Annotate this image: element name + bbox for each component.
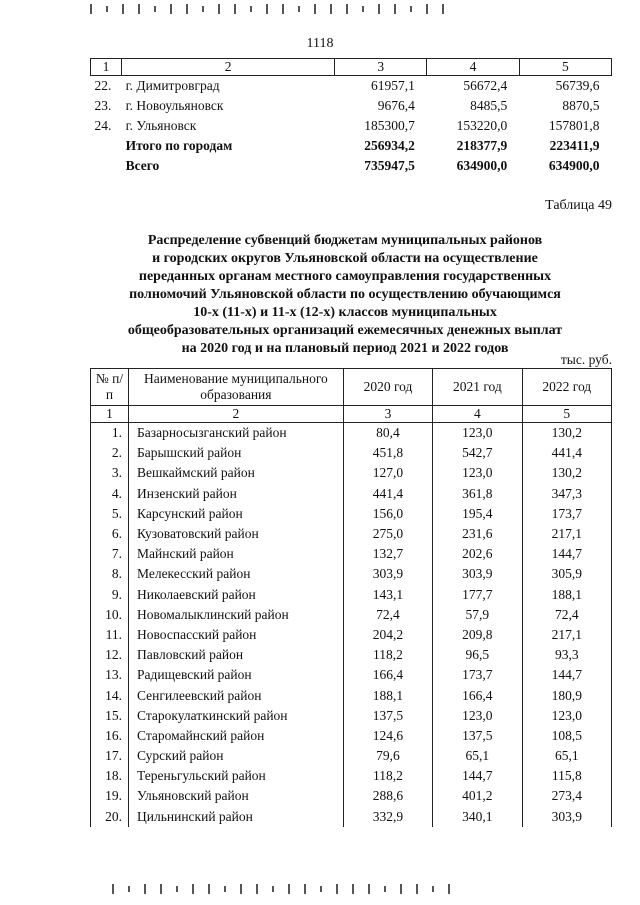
empty-cell — [91, 156, 122, 176]
district-name: Новомалыклинский район — [129, 605, 344, 625]
value-2020: 79,6 — [343, 746, 432, 766]
district-name: Старомайнский район — [129, 726, 344, 746]
heading-line: переданных органам местного самоуправления государственных — [138, 269, 552, 284]
value-2021: 123,0 — [433, 423, 522, 444]
table-row — [91, 585, 612, 605]
table-row — [91, 665, 612, 685]
value-2022: 115,8 — [522, 766, 611, 786]
value-2021: 231,6 — [433, 524, 522, 544]
value-cell: 8870,5 — [562, 98, 600, 113]
value-cell: 218377,9 — [456, 138, 508, 153]
column-number: 3 — [335, 59, 427, 76]
row-number: 2. — [91, 443, 129, 463]
scan-marks-bottom — [112, 884, 632, 894]
row-number: 3. — [91, 463, 129, 483]
row-number: 18. — [91, 766, 129, 786]
row-number: 6. — [91, 524, 129, 544]
table-row — [91, 76, 612, 97]
value-2022: 72,4 — [522, 605, 611, 625]
column-number-row — [91, 59, 612, 76]
row-name: г. Новоульяновск — [125, 98, 224, 113]
row-name: г. Ульяновск — [125, 118, 197, 133]
table-row — [91, 544, 612, 564]
district-name: Инзенский район — [129, 484, 344, 504]
district-name: Майнский район — [129, 544, 344, 564]
value-cell: 185300,7 — [364, 118, 415, 133]
row-number: 22. — [94, 78, 112, 93]
table-label: Таблица 49 — [545, 198, 612, 213]
district-name: Сенгилеевский район — [129, 685, 344, 705]
table-row — [91, 706, 612, 726]
district-name: Вешкаймский район — [129, 463, 344, 483]
row-number: 13. — [91, 665, 129, 685]
table-row — [91, 786, 612, 806]
column-number: 1 — [91, 59, 122, 76]
empty-cell — [91, 136, 122, 156]
row-number: 4. — [91, 484, 129, 504]
table-row — [91, 524, 612, 544]
value-cell: 634900,0 — [456, 158, 508, 173]
value-2022: 123,0 — [522, 706, 611, 726]
value-2020: 441,4 — [343, 484, 432, 504]
value-2020: 451,8 — [343, 443, 432, 463]
table-row — [91, 605, 612, 625]
district-name: Новоспасский район — [129, 625, 344, 645]
table-row — [91, 746, 612, 766]
value-2020: 332,9 — [343, 807, 432, 827]
continued-table — [90, 58, 612, 176]
total-row — [91, 156, 612, 176]
row-number: 7. — [91, 544, 129, 564]
district-name: Павловский район — [129, 645, 344, 665]
value-2021: 340,1 — [433, 807, 522, 827]
header-2020: 2020 год — [343, 369, 432, 406]
row-name: г. Димитровград — [125, 78, 220, 93]
value-2020: 204,2 — [343, 625, 432, 645]
value-2021: 401,2 — [433, 786, 522, 806]
table-row — [91, 625, 612, 645]
table-row — [91, 645, 612, 665]
row-number: 24. — [94, 118, 112, 133]
row-number: 10. — [91, 605, 129, 625]
row-number: 5. — [91, 504, 129, 524]
value-2021: 177,7 — [433, 585, 522, 605]
value-2020: 124,6 — [343, 726, 432, 746]
table-row — [91, 423, 612, 444]
value-2020: 72,4 — [343, 605, 432, 625]
heading-line: на 2020 год и на плановый период 2021 и 2022 годов — [181, 341, 509, 356]
value-2022: 305,9 — [522, 564, 611, 584]
value-2021: 303,9 — [433, 564, 522, 584]
value-2021: 173,7 — [433, 665, 522, 685]
row-number: 15. — [91, 706, 129, 726]
value-cell: 256934,2 — [364, 138, 415, 153]
district-name: Мелекесский район — [129, 564, 344, 584]
heading-line: полномочий Ульяновской области по осуществлению обучающимся — [129, 287, 561, 302]
value-cell: 61957,1 — [371, 78, 415, 93]
value-2020: 118,2 — [343, 766, 432, 786]
table-row — [91, 463, 612, 483]
value-2020: 80,4 — [343, 423, 432, 444]
value-2021: 144,7 — [433, 766, 522, 786]
row-number: 17. — [91, 746, 129, 766]
value-2021: 195,4 — [433, 504, 522, 524]
value-2021: 166,4 — [433, 685, 522, 705]
row-number: 19. — [91, 786, 129, 806]
table-row — [91, 564, 612, 584]
value-2022: 217,1 — [522, 524, 611, 544]
table-row — [91, 96, 612, 116]
value-2020: 166,4 — [343, 665, 432, 685]
value-2022: 130,2 — [522, 423, 611, 444]
heading-line: 10-х (11-х) и 11-х (12-х) классов муниципальных — [193, 305, 497, 320]
heading-line: и городских округов Ульяновской области на осуществление — [152, 251, 538, 266]
value-2021: 65,1 — [433, 746, 522, 766]
district-name: Сурский район — [129, 746, 344, 766]
table-row — [91, 726, 612, 746]
value-2021: 202,6 — [433, 544, 522, 564]
table-row — [91, 807, 612, 827]
value-cell: 157801,8 — [548, 118, 600, 133]
row-number: 8. — [91, 564, 129, 584]
total-name: Итого по городам — [125, 138, 233, 153]
district-name: Цильнинский район — [129, 807, 344, 827]
heading-line: Распределение субвенций бюджетам муниципальных районов — [147, 233, 543, 248]
value-2022: 303,9 — [522, 807, 611, 827]
value-2022: 108,5 — [522, 726, 611, 746]
value-2020: 303,9 — [343, 564, 432, 584]
table-row — [91, 766, 612, 786]
table-row — [91, 116, 612, 136]
col-number: 5 — [522, 406, 611, 423]
table-row — [91, 504, 612, 524]
value-2020: 188,1 — [343, 685, 432, 705]
value-2022: 347,3 — [522, 484, 611, 504]
value-2022: 93,3 — [522, 645, 611, 665]
district-name: Старокулаткинский район — [129, 706, 344, 726]
value-2022: 180,9 — [522, 685, 611, 705]
value-cell: 634900,0 — [548, 158, 600, 173]
page-number: 1118 — [306, 36, 334, 51]
col-number: 4 — [433, 406, 522, 423]
district-name: Базарносызганский район — [129, 423, 344, 444]
value-2020: 156,0 — [343, 504, 432, 524]
value-2020: 118,2 — [343, 645, 432, 665]
scan-marks-top — [90, 4, 610, 14]
value-2020: 132,7 — [343, 544, 432, 564]
row-number: 14. — [91, 685, 129, 705]
row-number: 20. — [91, 807, 129, 827]
col-number: 2 — [129, 406, 344, 423]
row-number: 1. — [91, 423, 129, 444]
value-2022: 144,7 — [522, 544, 611, 564]
district-name: Тереньгульский район — [129, 766, 344, 786]
table-row — [91, 685, 612, 705]
table-row — [91, 484, 612, 504]
total-name: Всего — [125, 158, 160, 173]
value-cell: 56672,4 — [463, 78, 508, 93]
district-name: Радищевский район — [129, 665, 344, 685]
value-cell: 735947,5 — [364, 158, 415, 173]
column-number: 5 — [519, 59, 611, 76]
value-2020: 275,0 — [343, 524, 432, 544]
value-2021: 209,8 — [433, 625, 522, 645]
value-2022: 173,7 — [522, 504, 611, 524]
heading-line: общеобразовательных организаций ежемесячных денежных выплат — [127, 323, 563, 338]
value-2022: 130,2 — [522, 463, 611, 483]
header-num: № п/п — [91, 369, 129, 406]
row-number: 16. — [91, 726, 129, 746]
col-number: 1 — [91, 406, 129, 423]
value-2022: 273,4 — [522, 786, 611, 806]
value-2022: 65,1 — [522, 746, 611, 766]
value-2022: 217,1 — [522, 625, 611, 645]
value-cell: 56739,6 — [555, 78, 600, 93]
col-number: 3 — [343, 406, 432, 423]
value-2022: 144,7 — [522, 665, 611, 685]
column-number: 4 — [427, 59, 519, 76]
header-name: Наименование муниципального образования — [129, 369, 344, 406]
district-name: Ульяновский район — [129, 786, 344, 806]
value-2022: 441,4 — [522, 443, 611, 463]
column-number: 2 — [122, 59, 335, 76]
units-label: тыс. руб. — [560, 352, 612, 367]
district-name: Николаевский район — [129, 585, 344, 605]
header-2022: 2022 год — [522, 369, 611, 406]
district-name: Барышский район — [129, 443, 344, 463]
row-number: 9. — [91, 585, 129, 605]
value-2021: 361,8 — [433, 484, 522, 504]
district-name: Карсунский район — [129, 504, 344, 524]
value-2021: 137,5 — [433, 726, 522, 746]
row-number: 12. — [91, 645, 129, 665]
value-2021: 123,0 — [433, 463, 522, 483]
header-2021: 2021 год — [433, 369, 522, 406]
value-2020: 288,6 — [343, 786, 432, 806]
row-number: 23. — [94, 98, 112, 113]
value-2022: 188,1 — [522, 585, 611, 605]
district-name: Кузоватовский район — [129, 524, 344, 544]
value-2021: 123,0 — [433, 706, 522, 726]
value-2021: 542,7 — [433, 443, 522, 463]
value-2020: 137,5 — [343, 706, 432, 726]
row-number: 11. — [91, 625, 129, 645]
value-cell: 153220,0 — [456, 118, 508, 133]
total-row — [91, 136, 612, 156]
table-heading — [110, 232, 580, 358]
value-2020: 143,1 — [343, 585, 432, 605]
value-cell: 9676,4 — [377, 98, 415, 113]
subvention-table — [90, 368, 612, 827]
table-row — [91, 443, 612, 463]
value-2021: 96,5 — [433, 645, 522, 665]
value-2020: 127,0 — [343, 463, 432, 483]
value-2021: 57,9 — [433, 605, 522, 625]
value-cell: 223411,9 — [549, 138, 600, 153]
value-cell: 8485,5 — [470, 98, 508, 113]
